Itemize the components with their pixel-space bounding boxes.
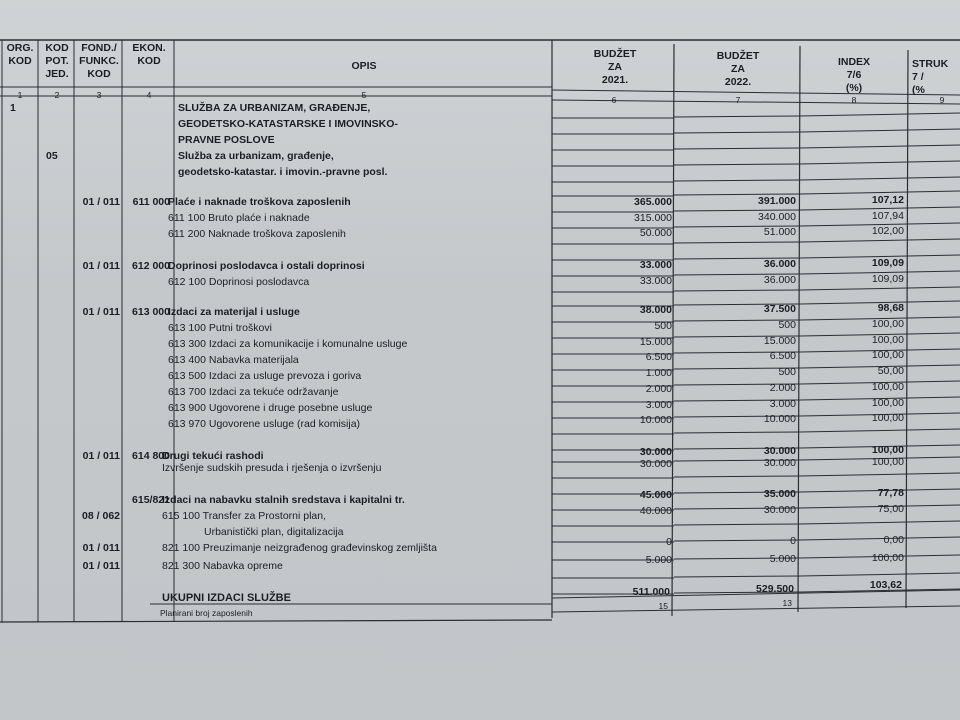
grid-line	[674, 164, 800, 165]
row-fond-code: 01 / 011	[82, 560, 120, 572]
grid-line	[800, 162, 908, 164]
row-description: 611 200 Naknade troškova zaposlenih	[168, 228, 346, 240]
grid-line	[908, 537, 960, 538]
row-index: 0,00	[883, 534, 904, 546]
grid-line	[908, 573, 960, 574]
row-budget-2022: 36.000	[763, 258, 796, 270]
header-org-kod: ORG. KOD	[6, 42, 34, 67]
header-budzet-2022: BUDŽET ZA 2022.	[716, 50, 760, 88]
row-ekon-code: 615/821	[132, 494, 170, 506]
row-description: 613 900 Ugovorene i druge posebne usluge	[168, 402, 373, 414]
header-fond-funkc-kod: FOND./ FUNKC. KOD	[79, 42, 119, 80]
row-budget-2021: 0	[666, 536, 672, 548]
section-title-line-3: PRAVNE POSLOVE	[178, 134, 275, 146]
grid-line	[0, 620, 552, 622]
row-fond-code: 01 / 011	[82, 542, 120, 554]
grid-line	[674, 132, 800, 133]
column-number: 4	[146, 90, 152, 100]
grid-line	[674, 576, 800, 577]
grid-line	[674, 116, 800, 117]
total-2022: 529.500	[756, 583, 794, 595]
row-description: 611 100 Bruto plaće i naknade	[168, 212, 310, 224]
row-index: 100,00	[871, 318, 904, 330]
row-index: 100,00	[871, 381, 904, 393]
header-index: INDEX 7/6 (%)	[837, 56, 871, 94]
grid-line	[908, 349, 960, 350]
unit-title-line-1: Služba za urbanizam, građenje,	[178, 150, 334, 162]
row-description: Plaće i naknade troškova zaposlenih	[168, 196, 351, 208]
unit-title-line-2: geodetsko-katastar. i imovin.-pravne posl.	[178, 166, 388, 178]
header-ekon-kod: EKON. KOD	[132, 42, 166, 67]
column-number: 6	[611, 95, 617, 105]
row-budget-2022: 500	[778, 319, 796, 331]
column-number: 2	[54, 90, 60, 100]
row-index: 100,00	[871, 349, 904, 361]
row-budget-2022: 391.000	[758, 195, 796, 207]
grid-line	[674, 432, 800, 433]
row-budget-2022: 37.500	[763, 303, 796, 315]
staff-2021: 15	[658, 601, 668, 611]
grid-line	[908, 223, 960, 224]
row-budget-2021: 33.000	[639, 259, 672, 271]
grid-line	[908, 505, 960, 506]
total-label: UKUPNI IZDACI SLUŽBE	[162, 592, 291, 604]
row-ekon-code: 612 000	[132, 260, 170, 272]
row-budget-2021: 315.000	[634, 212, 672, 224]
row-index: 77,78	[877, 487, 904, 499]
grid-line	[800, 240, 908, 242]
grid-line	[908, 113, 960, 114]
grid-line	[908, 207, 960, 208]
row-budget-2021: 365.000	[634, 196, 672, 208]
grid-line	[908, 145, 960, 146]
column-number: 1	[17, 90, 23, 100]
row-description: 615 100 Transfer za Prostorni plan,	[162, 510, 327, 522]
staff-2022: 13	[782, 598, 792, 608]
grid-line	[674, 148, 800, 149]
grid-line	[908, 177, 960, 178]
row-ekon-code: 613 000	[132, 306, 170, 318]
row-index: 98,68	[877, 302, 904, 314]
row-index: 75,00	[877, 503, 904, 515]
grid-line	[908, 301, 960, 302]
grid-line	[800, 146, 908, 148]
row-ekon-code: 611 000	[132, 196, 170, 208]
grid-line	[908, 381, 960, 382]
row-description: Izdaci za materijal i usluge	[168, 306, 300, 318]
row-budget-2022: 2.000	[769, 382, 796, 394]
row-description: 821 100 Preuzimanje neizgrađenog građevinskog zemljišta	[162, 542, 437, 554]
total-index: 103,62	[869, 579, 902, 591]
grid-line	[674, 524, 800, 525]
section-title-line-1: SLUŽBA ZA URBANIZAM, GRAĐENJE,	[178, 102, 371, 114]
row-description: 613 400 Nabavka materijala	[168, 354, 299, 366]
row-description: 613 970 Ugovorene usluge (rad komisija)	[168, 418, 361, 430]
row-index: 100,00	[871, 444, 904, 456]
grid-line	[800, 430, 908, 432]
row-budget-2021: 30.000	[639, 446, 672, 458]
row-budget-2022: 36.000	[763, 274, 796, 286]
grid-line	[800, 178, 908, 180]
grid-line	[908, 287, 960, 288]
row-budget-2021: 1.000	[645, 367, 672, 379]
row-budget-2021: 30.000	[639, 458, 672, 470]
row-budget-2021: 38.000	[639, 304, 672, 316]
unit-code: 05	[46, 150, 58, 162]
row-index: 109,09	[871, 257, 904, 269]
row-description: 821 300 Nabavka opreme	[162, 560, 283, 572]
grid-line	[908, 161, 960, 162]
row-description: 612 100 Doprinosi poslodavca	[168, 276, 310, 288]
column-number: 8	[851, 95, 857, 105]
row-index: 107,12	[871, 194, 904, 206]
row-budget-2022: 30.000	[763, 457, 796, 469]
grid-line	[800, 574, 908, 576]
grid-line	[906, 50, 908, 608]
row-index: 107,94	[871, 210, 904, 222]
grid-line	[800, 130, 908, 132]
row-budget-2021: 6.500	[645, 351, 672, 363]
grid-line	[908, 365, 960, 366]
staff-label: Planirani broj zaposlenih	[160, 608, 253, 618]
row-budget-2022: 10.000	[763, 413, 796, 425]
row-description: Izdaci na nabavku stalnih sredstava i kapitalni tr.	[162, 494, 405, 506]
total-2021: 511.000	[632, 586, 670, 598]
row-budget-2022: 3.000	[769, 398, 796, 410]
grid-line	[908, 457, 960, 458]
grid-line	[908, 429, 960, 430]
grid-line	[908, 239, 960, 240]
row-budget-2021: 500	[654, 320, 672, 332]
header-budzet-2021: BUDŽET ZA 2021.	[593, 48, 637, 86]
row-description: 613 700 Izdaci za tekuće održavanje	[168, 386, 339, 398]
row-budget-2021: 15.000	[639, 336, 672, 348]
grid-line	[908, 191, 960, 192]
row-index: 100,00	[871, 334, 904, 346]
row-budget-2021: 45.000	[639, 489, 672, 501]
grid-line	[908, 129, 960, 130]
row-budget-2022: 30.000	[763, 445, 796, 457]
row-budget-2022: 340.000	[758, 211, 796, 223]
row-description: 613 100 Putni troškovi	[168, 322, 272, 334]
row-index: 102,00	[871, 225, 904, 237]
row-description: 613 300 Izdaci za komunikacije i komunalne usluge	[168, 338, 408, 350]
section-title-line-2: GEODETSKO-KATASTARSKE I IMOVINSKO-	[178, 118, 398, 130]
grid-line	[908, 271, 960, 272]
header-kod-pot-jed: KOD POT. JED.	[45, 42, 69, 80]
grid-line	[908, 317, 960, 318]
grid-line	[674, 476, 800, 477]
row-budget-2022: 35.000	[763, 488, 796, 500]
row-index: 50,00	[877, 365, 904, 377]
column-number: 9	[939, 95, 945, 105]
row-budget-2021: 3.000	[645, 399, 672, 411]
row-description: Urbanistički plan, digitalizacija	[204, 526, 344, 538]
grid-line	[908, 255, 960, 256]
grid-line	[674, 180, 800, 181]
column-number: 5	[361, 90, 367, 100]
grid-line	[800, 288, 908, 290]
row-index: 100,00	[871, 456, 904, 468]
row-budget-2021: 2.000	[645, 383, 672, 395]
column-number: 7	[735, 95, 741, 105]
grid-line	[800, 522, 908, 524]
row-description: Drugi tekući rashodi	[162, 450, 264, 462]
row-budget-2022: 51.000	[763, 226, 796, 238]
grid-line	[798, 46, 800, 612]
header-opis: OPIS	[351, 60, 377, 72]
row-index: 100,00	[871, 397, 904, 409]
grid-line	[908, 397, 960, 398]
row-budget-2021: 40.000	[639, 505, 672, 517]
row-fond-code: 01 / 011	[82, 196, 120, 208]
grid-line	[908, 413, 960, 414]
row-description: 613 500 Izdaci za usluge prevoza i goriva	[168, 370, 362, 382]
row-budget-2021: 50.000	[639, 227, 672, 239]
header-struk: STRUK 7 / (%	[912, 58, 949, 96]
row-fond-code: 01 / 011	[82, 306, 120, 318]
grid-line	[672, 44, 674, 616]
grid-line	[908, 473, 960, 474]
row-budget-2022: 30.000	[763, 504, 796, 516]
grid-line	[908, 489, 960, 490]
grid-line	[800, 474, 908, 476]
row-budget-2022: 15.000	[763, 335, 796, 347]
grid-line	[908, 521, 960, 522]
row-index: 100,00	[871, 552, 904, 564]
grid-line	[800, 114, 908, 116]
grid-line	[674, 242, 800, 243]
row-description: Doprinosi poslodavca i ostali doprinosi	[168, 260, 365, 272]
row-budget-2022: 500	[778, 366, 796, 378]
row-budget-2021: 33.000	[639, 275, 672, 287]
row-ekon-code: 614 800	[132, 450, 170, 462]
row-budget-2022: 0	[790, 535, 796, 547]
row-budget-2021: 5.000	[645, 554, 672, 566]
grid-line	[908, 555, 960, 556]
row-fond-code: 08 / 062	[82, 510, 120, 522]
row-index: 100,00	[871, 412, 904, 424]
row-budget-2021: 10.000	[639, 414, 672, 426]
org-code: 1	[10, 102, 16, 114]
grid-line	[908, 445, 960, 446]
grid-line	[674, 290, 800, 291]
row-budget-2022: 5.000	[769, 553, 796, 565]
row-description: Izvršenje sudskih presuda i rješenja o izvršenju	[162, 462, 382, 474]
row-fond-code: 01 / 011	[82, 450, 120, 462]
row-index: 109,09	[871, 273, 904, 285]
grid-line	[908, 333, 960, 334]
row-budget-2022: 6.500	[769, 350, 796, 362]
row-fond-code: 01 / 011	[82, 260, 120, 272]
column-number: 3	[96, 90, 102, 100]
